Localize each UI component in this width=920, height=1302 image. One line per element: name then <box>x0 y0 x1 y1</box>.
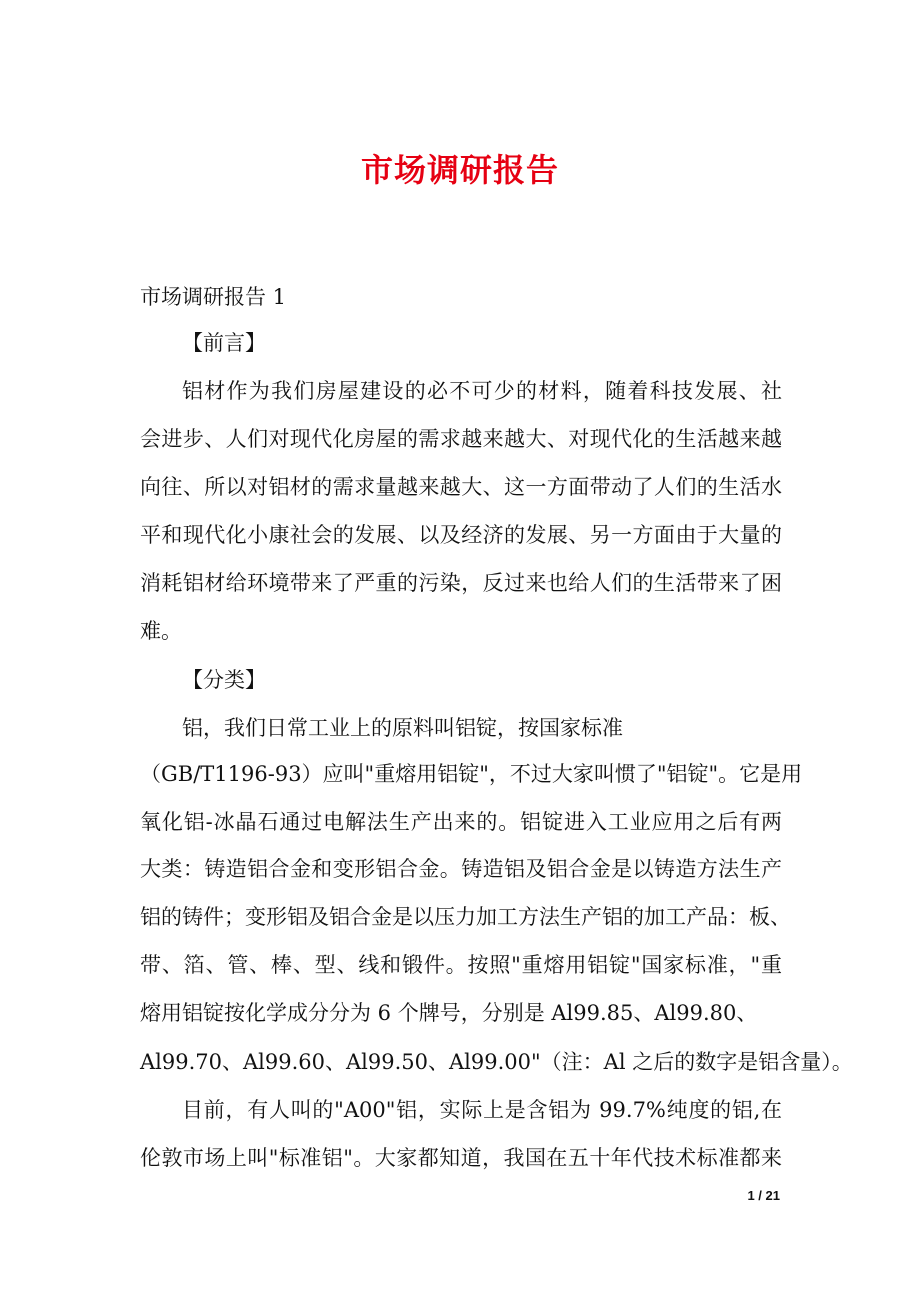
paragraph-line: Al99.70、Al99.60、Al99.50、Al99.00"（注：Al 之后的数字是铝含量）。 <box>140 1050 853 1074</box>
paragraph-line: 目前，有人叫的"A00"铝，实际上是含铝为 99.7%纯度的铝,在 <box>182 1098 782 1122</box>
paragraph-line: 铝的铸件；变形铝及铝合金是以压力加工方法生产铝的加工产品：板、 <box>140 905 791 929</box>
paragraph-line: 难。 <box>140 619 182 643</box>
paragraph-line: 消耗铝材给环境带来了严重的污染，反过来也给人们的生活带来了困 <box>140 571 782 595</box>
document-title: 市场调研报告 <box>360 151 559 189</box>
paragraph-line: 铝，我们日常工业上的原料叫铝锭，按国家标准 <box>182 716 623 740</box>
paragraph-line: 平和现代化小康社会的发展、以及经济的发展、另一方面由于大量的 <box>140 523 782 547</box>
paragraph-line: 熔用铝锭按化学成分分为 6 个牌号，分别是 Al99.85、Al99.80、 <box>140 1001 758 1025</box>
page-number: 1 / 21 <box>747 1188 780 1203</box>
paragraph-line: （GB/T1196-93）应叫"重熔用铝锭"，不过大家叫惯了"铝锭"。它是用 <box>140 762 803 786</box>
paragraph-line: 氧化铝-冰晶石通过电解法生产出来的。铝锭进入工业应用之后有两 <box>140 810 782 834</box>
paragraph-line: 大类：铸造铝合金和变形铝合金。铸造铝及铝合金是以铸造方法生产 <box>140 857 782 881</box>
subsection-heading: 【分类】 <box>182 668 266 692</box>
paragraph-line: 向往、所以对铝材的需求量越来越大、这一方面带动了人们的生活水 <box>140 475 782 499</box>
paragraph-line: 会进步、人们对现代化房屋的需求越来越大、对现代化的生活越来越 <box>140 427 782 451</box>
section-heading: 市场调研报告 1 <box>140 285 287 309</box>
paragraph-line: 伦敦市场上叫"标准铝"。大家都知道，我国在五十年代技术标准都来 <box>140 1146 782 1170</box>
subsection-heading: 【前言】 <box>182 331 266 355</box>
paragraph-line: 带、箔、管、棒、型、线和锻件。按照"重熔用铝锭"国家标准，"重 <box>140 953 782 977</box>
paragraph-line: 铝材作为我们房屋建设的必不可少的材料，随着科技发展、社 <box>182 379 782 403</box>
